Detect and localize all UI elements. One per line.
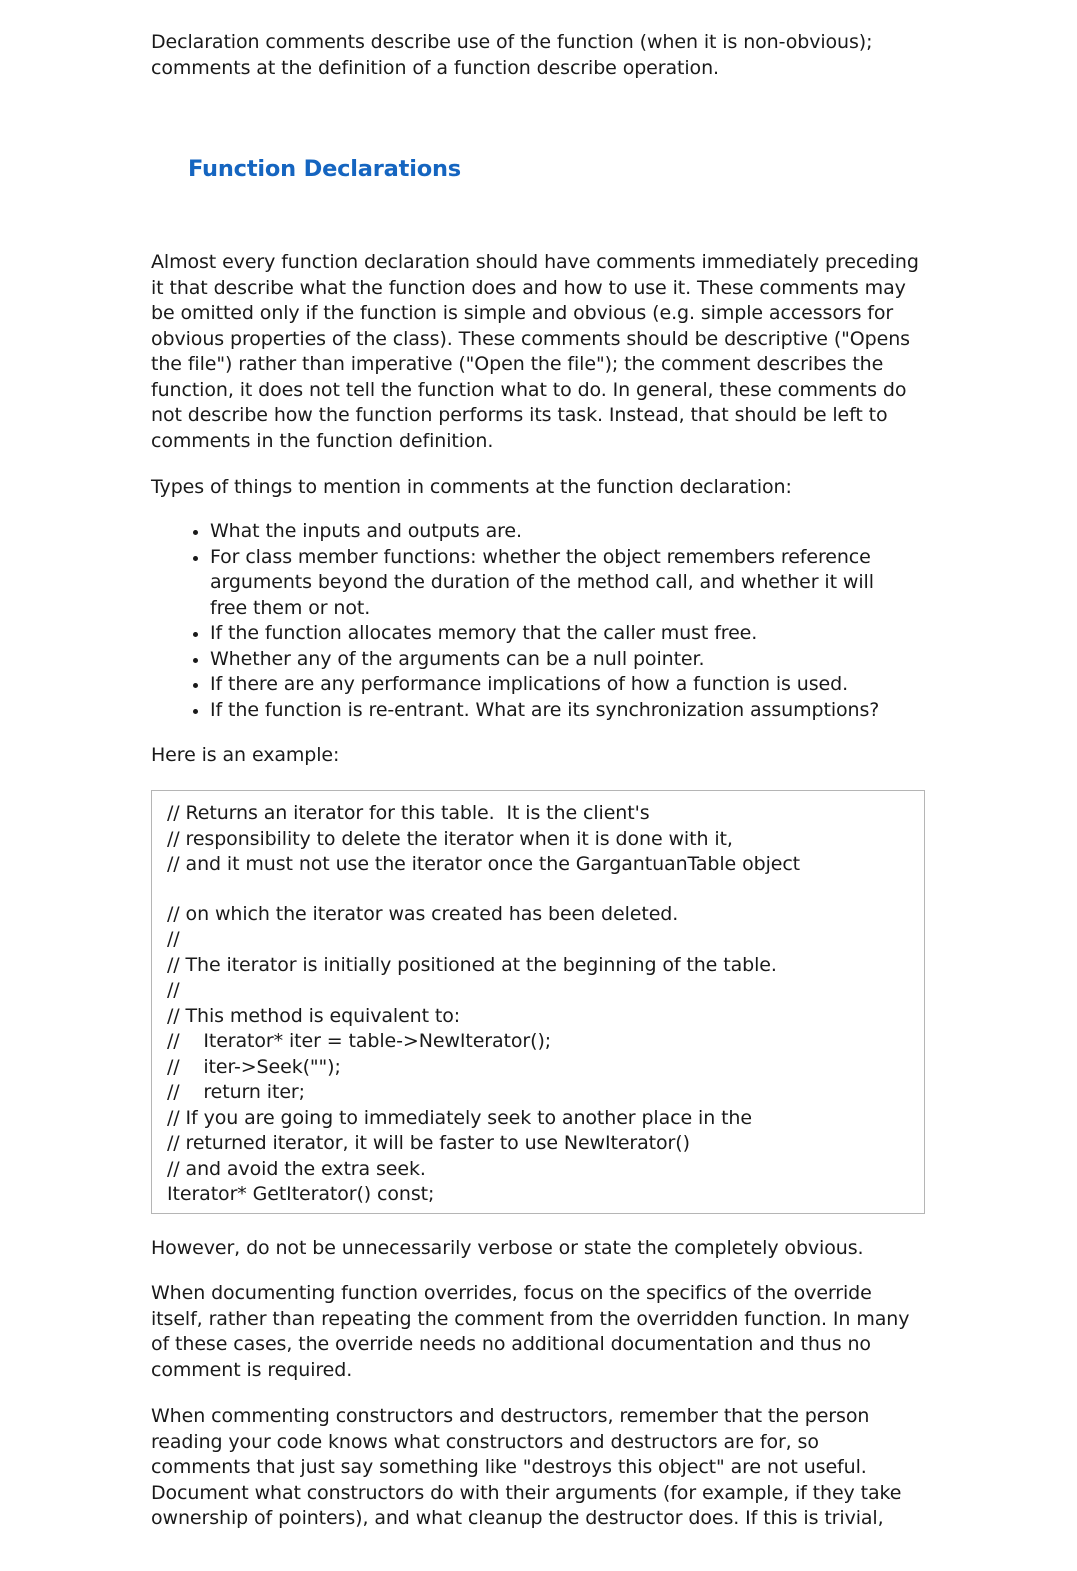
code-line: // and avoid the extra seek. (167, 1158, 426, 1180)
list-item: • If the function allocates memory that the caller must free. (210, 621, 927, 647)
intro-block (151, 30, 927, 81)
intro-paragraph: Declaration comments describe use of the function (when it is non-obvious); comments at the definition of a function describe operation. (151, 31, 873, 79)
code-line: Iterator* GetIterator() const; (167, 1183, 435, 1205)
constructors-paragraph: When commenting constructors and destructors, remember that the person reading your code knows what constructors and destructors are for, so comments that just say something like "destroys this object" are not useful. Document what constructors do with their arguments (for example, if they take ownership of pointers), and what cleanup the destructor does. If this is trivial, (151, 1405, 902, 1529)
list-item: • For class member functions: whether the object remembers reference arguments beyond the duration of the method call, and whether it will free them or not. (210, 545, 900, 622)
code-line: // The iterator is initially positioned at the beginning of the table. (167, 954, 777, 976)
example-intro-paragraph: Here is an example: (151, 744, 340, 766)
code-line: // on which the iterator was created has been deleted. (167, 903, 679, 925)
verbose-block (151, 1236, 927, 1262)
types-intro-block (151, 475, 927, 501)
code-line: // and it must not use the iterator once the GargantuanTable object (167, 853, 801, 875)
bullet-list (151, 519, 927, 723)
code-line: // return iter; (167, 1081, 305, 1103)
list-item: • Whether any of the arguments can be a null pointer. (210, 647, 927, 673)
bullet-list-block (151, 519, 927, 723)
code-line: // This method is equivalent to: (167, 1005, 461, 1027)
example-intro-block (151, 743, 927, 769)
code-line: // returned iterator, it will be faster to use NewIterator() (167, 1132, 690, 1154)
list-item: • If the function is re-entrant. What are its synchronization assumptions? (210, 698, 927, 724)
list-item: • If there are any performance implications of how a function is used. (210, 672, 927, 698)
code-line: // (167, 979, 180, 1001)
code-line: // (167, 928, 180, 950)
description-block (151, 250, 927, 454)
overrides-block (151, 1281, 927, 1383)
verbose-paragraph: However, do not be unnecessarily verbose or state the completely obvious. (151, 1237, 864, 1259)
code-line: // iter->Seek(""); (167, 1056, 341, 1078)
list-item: • What the inputs and outputs are. (210, 519, 927, 545)
code-line: // Returns an iterator for this table. It is the client's (167, 802, 650, 824)
code-line: // Iterator* iter = table->NewIterator(); (167, 1030, 552, 1052)
code-example (151, 790, 925, 1214)
overrides-paragraph: When documenting function overrides, focus on the specifics of the override itself, rather than repeating the comment from the overridden function. In many of these cases, the override needs no additional documentation and thus no comment is required. (151, 1282, 910, 1381)
types-intro-paragraph: Types of things to mention in comments at the function declaration: (151, 476, 792, 498)
description-paragraph: Almost every function declaration should have comments immediately preceding it that describe what the function does and how to use it. These comments may be omitted only if the function is simple and obvious (e.g. simple accessors for obvious properties of the class). These comments should be descriptive ("Opens the file") rather than imperative ("Open the file"); the comment describes the function, it does not tell the function what to do. In general, these comments do not describe how the function performs its task. Instead, that should be left to comments in the function definition. (151, 251, 919, 452)
code-line: // responsibility to delete the iterator when it is done with it, (167, 828, 733, 850)
section-heading: Function Declarations (188, 156, 461, 182)
constructors-block (151, 1404, 927, 1532)
code-line: // If you are going to immediately seek to another place in the (167, 1107, 752, 1129)
